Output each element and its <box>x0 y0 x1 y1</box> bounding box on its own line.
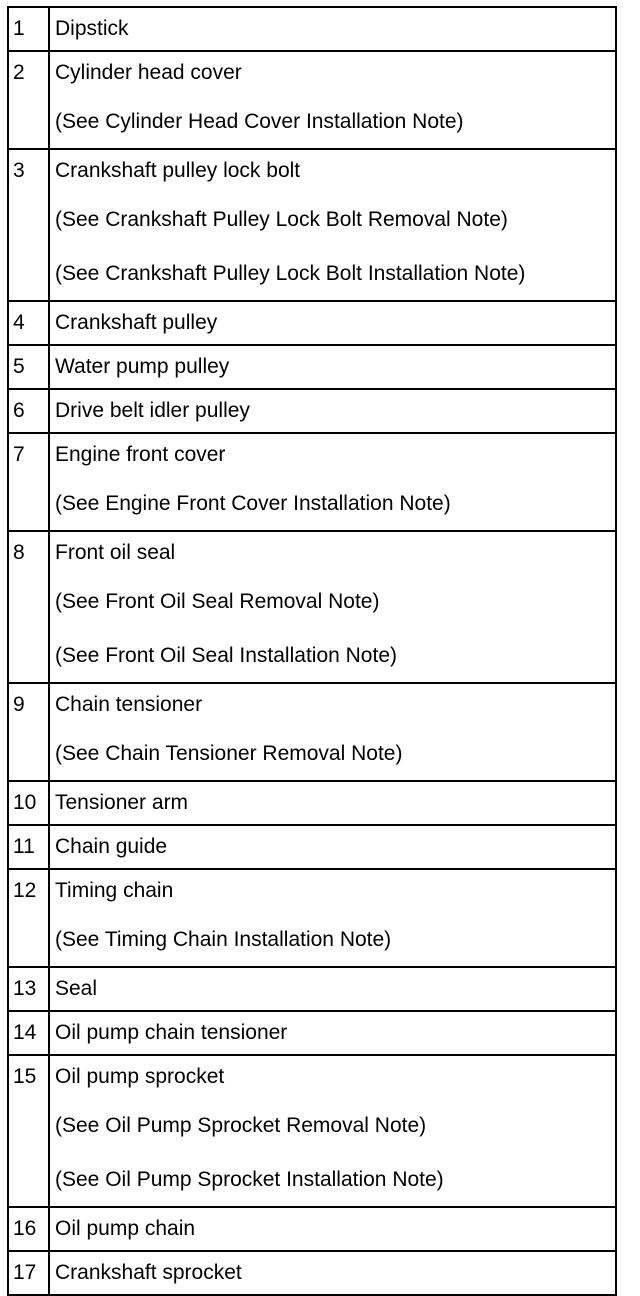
item-number-text: 1 <box>13 17 25 40</box>
item-description <box>49 389 616 433</box>
item-description <box>49 1251 616 1295</box>
item-number <box>8 869 49 967</box>
part-name: Crankshaft pulley <box>55 311 218 334</box>
part-name: Chain tensioner <box>55 693 203 716</box>
item-number-text: 6 <box>13 399 25 422</box>
item-number <box>8 345 49 389</box>
item-number-text: 8 <box>13 541 25 564</box>
procedure-note: (See Crankshaft Pulley Lock Bolt Installation Note) <box>55 262 526 285</box>
item-description <box>49 781 616 825</box>
item-number-text: 15 <box>13 1065 37 1088</box>
item-description <box>49 301 616 345</box>
table-row <box>8 1055 616 1207</box>
part-name: Timing chain <box>55 879 174 902</box>
item-number <box>8 825 49 869</box>
part-name: Water pump pulley <box>55 355 230 378</box>
item-number-text: 7 <box>13 443 25 466</box>
parts-table <box>7 6 617 1296</box>
table-row <box>8 51 616 149</box>
procedure-note: (See Timing Chain Installation Note) <box>55 928 392 951</box>
item-description <box>49 345 616 389</box>
part-name: Front oil seal <box>55 541 176 564</box>
item-number <box>8 51 49 149</box>
part-name: Oil pump chain <box>55 1217 196 1240</box>
item-description <box>49 825 616 869</box>
item-number-text: 12 <box>13 879 37 902</box>
item-number-text: 14 <box>13 1021 37 1044</box>
item-number <box>8 1011 49 1055</box>
procedure-note: (See Engine Front Cover Installation Note) <box>55 492 451 515</box>
item-number <box>8 301 49 345</box>
table-row <box>8 7 616 51</box>
item-number <box>8 1055 49 1207</box>
item-number-text: 16 <box>13 1217 37 1240</box>
item-number-text: 9 <box>13 693 25 716</box>
part-name: Cylinder head cover <box>55 61 242 84</box>
part-name: Drive belt idler pulley <box>55 399 250 422</box>
item-number <box>8 967 49 1011</box>
item-number <box>8 149 49 301</box>
procedure-note: (See Chain Tensioner Removal Note) <box>55 742 403 765</box>
item-number-text: 13 <box>13 977 37 1000</box>
item-number-text: 11 <box>13 835 35 858</box>
parts-table-body <box>8 7 616 1295</box>
item-number <box>8 781 49 825</box>
part-name: Tensioner arm <box>55 791 189 814</box>
procedure-note: (See Crankshaft Pulley Lock Bolt Removal Note) <box>55 208 508 231</box>
item-description <box>49 51 616 149</box>
table-row <box>8 1207 616 1251</box>
table-row <box>8 1011 616 1055</box>
part-name: Chain guide <box>55 835 168 858</box>
table-row <box>8 1251 616 1295</box>
item-description <box>49 1055 616 1207</box>
item-number <box>8 683 49 781</box>
table-row <box>8 967 616 1011</box>
part-name: Oil pump chain tensioner <box>55 1021 288 1044</box>
item-description <box>49 1207 616 1251</box>
item-description <box>49 1011 616 1055</box>
table-row <box>8 825 616 869</box>
part-name: Dipstick <box>55 17 129 40</box>
part-name: Engine front cover <box>55 443 226 466</box>
item-number-text: 17 <box>13 1261 37 1284</box>
part-name: Crankshaft pulley lock bolt <box>55 159 301 182</box>
item-number <box>8 531 49 683</box>
item-number <box>8 433 49 531</box>
part-name: Seal <box>55 977 98 1000</box>
item-number-text: 5 <box>13 355 25 378</box>
procedure-note: (See Front Oil Seal Installation Note) <box>55 644 397 667</box>
part-name: Oil pump sprocket <box>55 1065 225 1088</box>
procedure-note: (See Cylinder Head Cover Installation Note) <box>55 110 464 133</box>
item-number <box>8 1207 49 1251</box>
procedure-note: (See Front Oil Seal Removal Note) <box>55 590 380 613</box>
item-description <box>49 869 616 967</box>
item-description <box>49 149 616 301</box>
table-row <box>8 389 616 433</box>
item-description <box>49 683 616 781</box>
item-number-text: 10 <box>13 791 37 814</box>
item-number <box>8 389 49 433</box>
item-number <box>8 1251 49 1295</box>
item-number-text: 2 <box>13 61 25 84</box>
table-row <box>8 345 616 389</box>
item-description <box>49 531 616 683</box>
item-description <box>49 967 616 1011</box>
item-number-text: 4 <box>13 311 25 334</box>
table-row <box>8 301 616 345</box>
table-row <box>8 683 616 781</box>
procedure-note: (See Oil Pump Sprocket Removal Note) <box>55 1114 427 1137</box>
table-row <box>8 531 616 683</box>
item-description <box>49 433 616 531</box>
item-description <box>49 7 616 51</box>
part-name: Crankshaft sprocket <box>55 1261 242 1284</box>
procedure-note: (See Oil Pump Sprocket Installation Note) <box>55 1168 444 1191</box>
table-row <box>8 781 616 825</box>
table-row <box>8 869 616 967</box>
table-row <box>8 149 616 301</box>
table-row <box>8 433 616 531</box>
item-number <box>8 7 49 51</box>
item-number-text: 3 <box>13 159 25 182</box>
